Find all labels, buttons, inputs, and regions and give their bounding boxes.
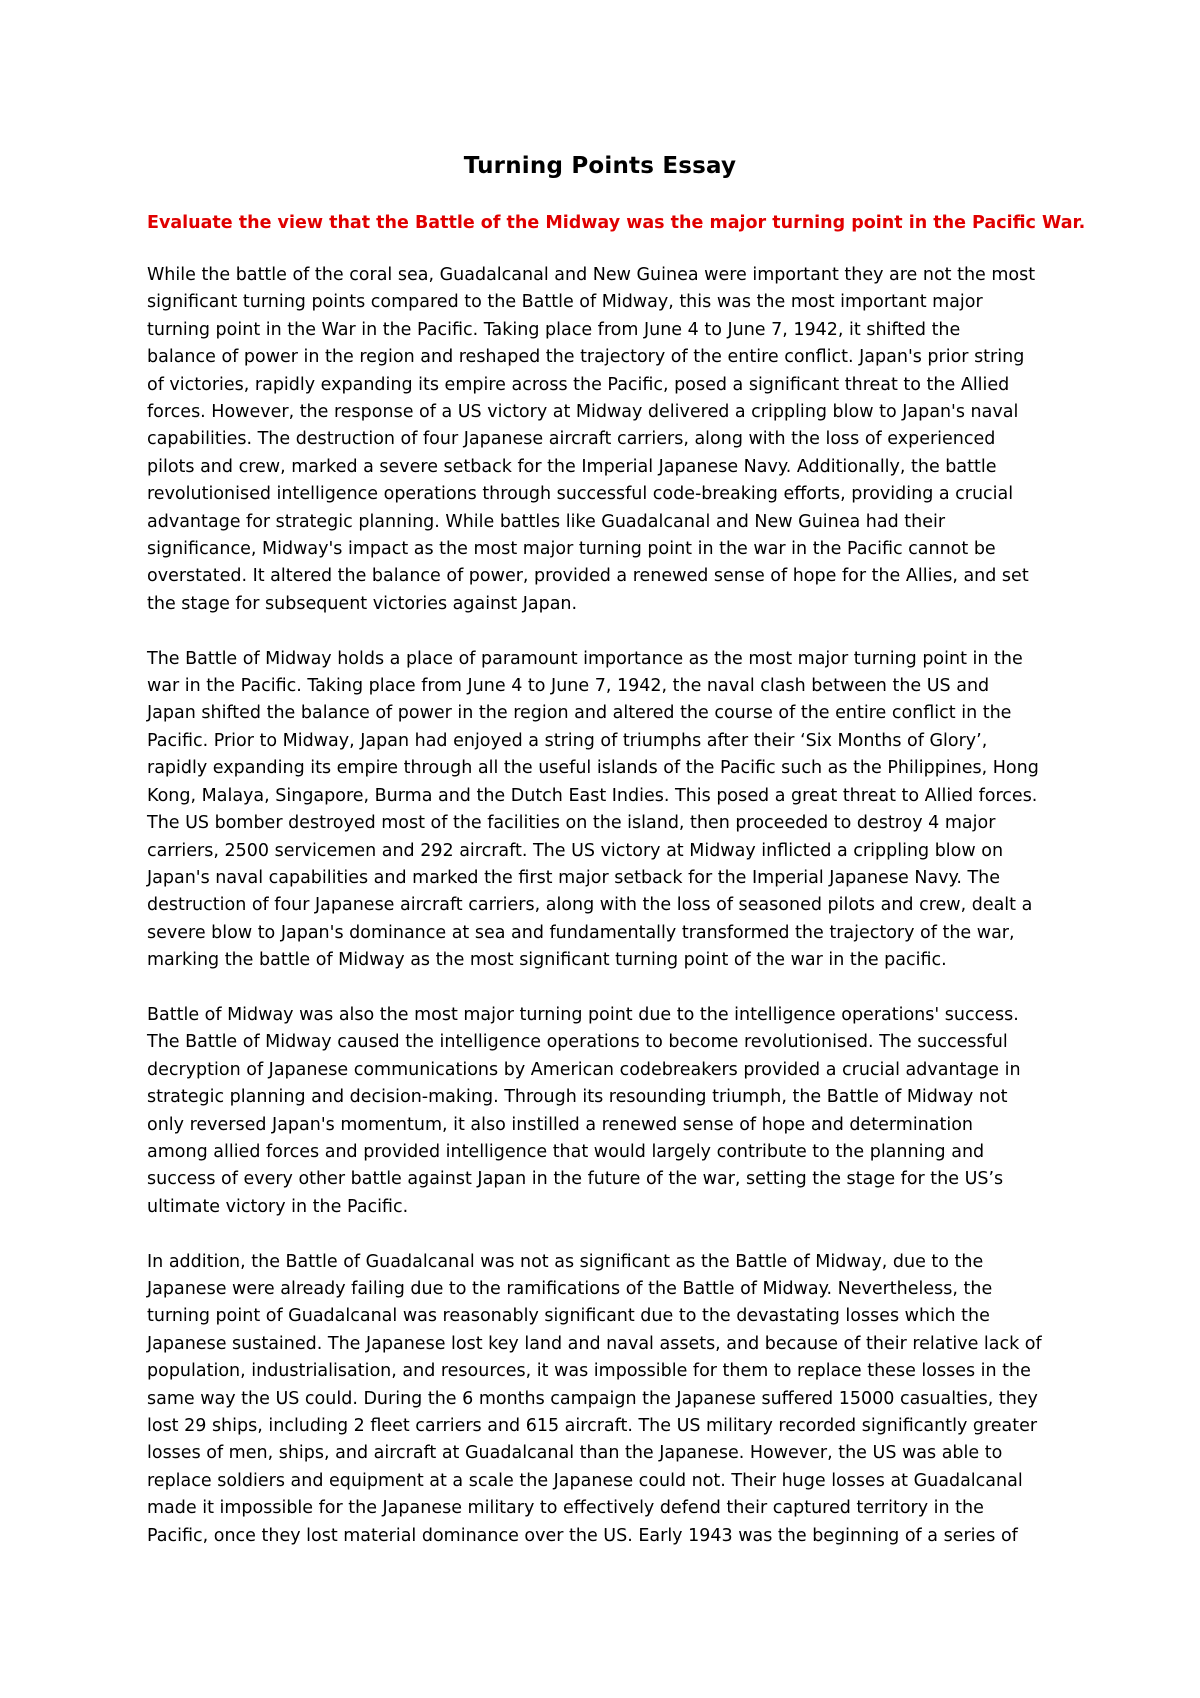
paragraph-line: strategic planning and decision-making. Through its resounding triumph, the Battle of Midway not bbox=[147, 1087, 1008, 1108]
paragraph-line: success of every other battle against Japan in the future of the war, setting the stage for the US’s bbox=[147, 1169, 1004, 1190]
paragraph-line: pilots and crew, marked a severe setback for the Imperial Japanese Navy. Additionally, the battle bbox=[147, 456, 997, 477]
essay-paragraph bbox=[147, 1002, 1067, 1221]
paragraph-line: rapidly expanding its empire through all the useful islands of the Pacific such as the Philippines, Hong bbox=[147, 758, 1039, 779]
paragraph-line: In addition, the Battle of Guadalcanal was not as significant as the Battle of Midway, due to the bbox=[147, 1251, 984, 1272]
paragraph-line: the stage for subsequent victories against Japan. bbox=[147, 593, 578, 614]
paragraph-line: marking the battle of Midway as the most significant turning point of the war in the pacific. bbox=[147, 950, 947, 971]
document-title: Turning Points Essay bbox=[463, 153, 737, 179]
paragraph-line: only reversed Japan's momentum, it also instilled a renewed sense of hope and determination bbox=[147, 1114, 974, 1135]
paragraph-line: ultimate victory in the Pacific. bbox=[147, 1196, 409, 1217]
paragraph-line: population, industrialisation, and resources, it was impossible for them to replace these losses in the bbox=[147, 1361, 1031, 1382]
paragraph-line: While the battle of the coral sea, Guadalcanal and New Guinea were important they are not the most bbox=[147, 265, 1036, 285]
paragraph-line: of victories, rapidly expanding its empire across the Pacific, posed a significant threat to the Allied bbox=[147, 374, 1010, 395]
paragraph-line: overstated. It altered the balance of power, provided a renewed sense of hope for the Allies, and set bbox=[147, 566, 1029, 587]
paragraph-line: Japan shifted the balance of power in the region and altered the course of the entire conflict in the bbox=[147, 703, 1012, 724]
paragraph-line: The Battle of Midway holds a place of paramount importance as the most major turning point in the bbox=[147, 648, 1023, 669]
paragraph-line: significance, Midway's impact as the most major turning point in the war in the Pacific cannot be bbox=[147, 539, 996, 560]
paragraph-line: severe blow to Japan's dominance at sea and fundamentally transformed the trajectory of the war, bbox=[147, 922, 1015, 943]
paragraph-line: balance of power in the region and reshaped the trajectory of the entire conflict. Japan's prior string bbox=[147, 347, 1025, 368]
paragraph-line: Japanese were already failing due to the ramifications of the Battle of Midway. Nevertheless, the bbox=[147, 1278, 993, 1299]
paragraph-line: Kong, Malaya, Singapore, Burma and the Dutch East Indies. This posed a great threat to Allied forces. bbox=[147, 785, 1038, 806]
paragraph-line: The Battle of Midway caused the intelligence operations to become revolutionised. The successful bbox=[147, 1032, 1008, 1053]
essay-body bbox=[147, 262, 1067, 1577]
paragraph-line: destruction of four Japanese aircraft carriers, along with the loss of seasoned pilots and crew, dealt a bbox=[147, 895, 1033, 916]
paragraph-line: Japan's naval capabilities and marked the first major setback for the Imperial Japanese Navy. The bbox=[147, 867, 1001, 888]
paragraph-line: replace soldiers and equipment at a scale the Japanese could not. Their huge losses at Guadalcanal bbox=[147, 1470, 1023, 1491]
essay-question: Evaluate the view that the Battle of the Midway was the major turning point in the Pacific War. bbox=[147, 213, 1086, 233]
paragraph-line: forces. However, the response of a US victory at Midway delivered a crippling blow to Japan's naval bbox=[147, 402, 1019, 423]
essay-paragraph bbox=[147, 646, 1067, 975]
paragraph-line: Battle of Midway was also the most major turning point due to the intelligence operations' success. bbox=[147, 1004, 1019, 1025]
paragraph-line: significant turning points compared to the Battle of Midway, this was the most important major bbox=[147, 292, 983, 313]
paragraph-line: lost 29 ships, including 2 fleet carriers and 615 aircraft. The US military recorded significantly greater bbox=[147, 1416, 1038, 1437]
paragraph-line: made it impossible for the Japanese military to effectively defend their captured territory in the bbox=[147, 1498, 984, 1519]
paragraph-line: war in the Pacific. Taking place from June 4 to June 7, 1942, the naval clash between the US and bbox=[147, 676, 990, 697]
paragraph-line: among allied forces and provided intelligence that would largely contribute to the planning and bbox=[147, 1141, 985, 1162]
paragraph-line: advantage for strategic planning. While battles like Guadalcanal and New Guinea had their bbox=[147, 511, 946, 532]
paragraph-line: same way the US could. During the 6 months campaign the Japanese suffered 15000 casualties, they bbox=[147, 1388, 1038, 1409]
paragraph-line: carriers, 2500 servicemen and 292 aircraft. The US victory at Midway inflicted a crippling blow on bbox=[147, 840, 1004, 861]
paragraph-line: Japanese sustained. The Japanese lost key land and naval assets, and because of their relative lack of bbox=[147, 1333, 1042, 1354]
essay-paragraph bbox=[147, 262, 1067, 618]
paragraph-line: turning point of Guadalcanal was reasonably significant due to the devastating losses which the bbox=[147, 1306, 990, 1327]
paragraph-line: The US bomber destroyed most of the facilities on the island, then proceeded to destroy 4 major bbox=[147, 813, 996, 834]
paragraph-line: Pacific. Prior to Midway, Japan had enjoyed a string of triumphs after their ‘Six Months of Glory’, bbox=[147, 730, 988, 751]
paragraph-line: losses of men, ships, and aircraft at Guadalcanal than the Japanese. However, the US was able to bbox=[147, 1443, 1003, 1464]
paragraph-line: decryption of Japanese communications by American codebreakers provided a crucial advantage in bbox=[147, 1059, 1021, 1080]
paragraph-line: revolutionised intelligence operations through successful code-breaking efforts, providing a crucial bbox=[147, 484, 1014, 505]
paragraph-line: Pacific, once they lost material dominance over the US. Early 1943 was the beginning of a series of bbox=[147, 1525, 1018, 1546]
paragraph-line: turning point in the War in the Pacific. Taking place from June 4 to June 7, 1942, it shifted the bbox=[147, 319, 961, 340]
paragraph-line: capabilities. The destruction of four Japanese aircraft carriers, along with the loss of experienced bbox=[147, 429, 996, 450]
essay-paragraph bbox=[147, 1249, 1067, 1550]
